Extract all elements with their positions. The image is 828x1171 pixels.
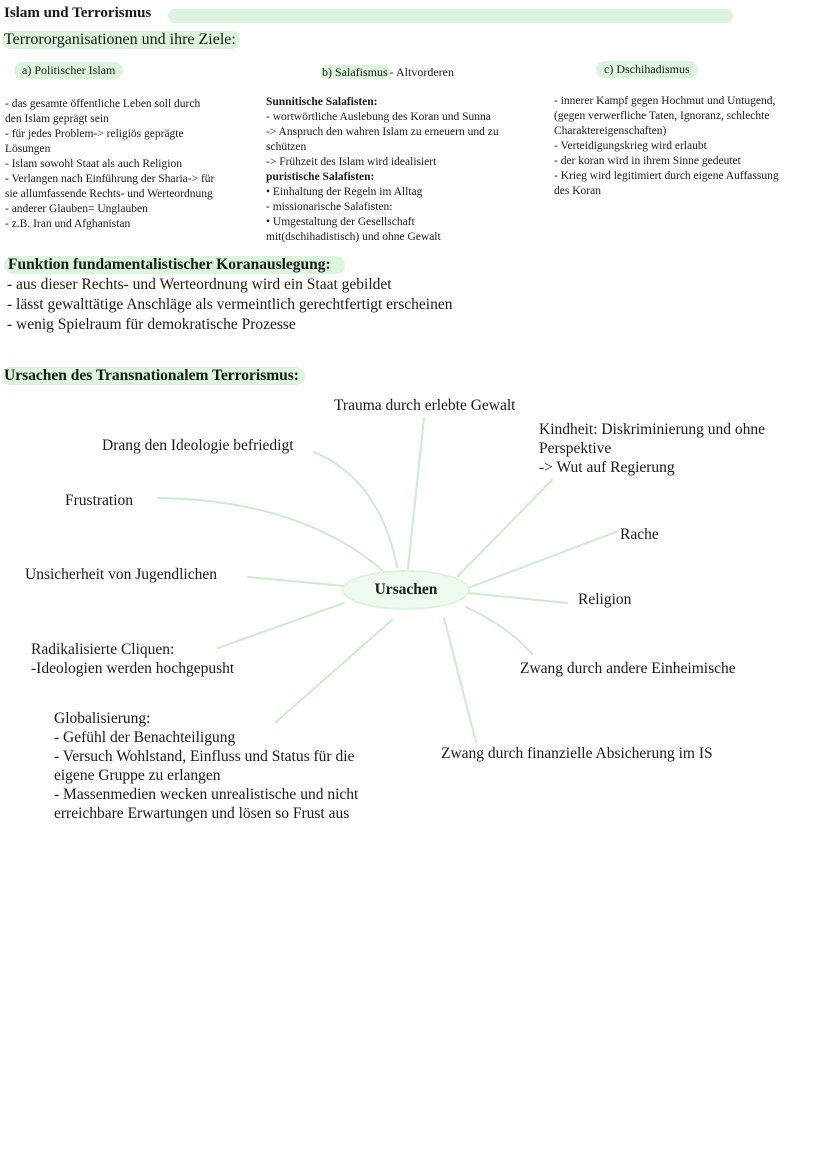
column-b-line: -> Anspruch den wahren Islam zu erneuern und zu: [266, 126, 499, 138]
node-kindheit-line: -> Wut auf Regierung: [539, 459, 675, 476]
node-frustration: Frustration: [65, 492, 134, 509]
connector-zwang-einheimische: [466, 607, 532, 654]
node-kindheit-line: Perspektive: [539, 440, 612, 457]
connector-zwang-is: [444, 618, 476, 742]
ursachen-heading: Ursachen des Transnationalem Terrorismus:: [2, 367, 305, 385]
node-globalisierung: [54, 709, 414, 823]
funktion-line: - wenig Spielraum für demokratische Prozesse: [7, 316, 296, 333]
mindmap-center-node: Ursachen: [344, 572, 468, 608]
node-cliquen-line: -Ideologien werden hochgepusht: [31, 660, 235, 677]
connector-unsicherheit: [248, 577, 344, 586]
funktion-line: - aus dieser Rechts- und Werteordnung wird ein Staat gebildet: [7, 276, 392, 293]
connector-cliquen: [218, 603, 344, 648]
column-a-heading: a) Politischer Islam: [14, 62, 123, 79]
column-a-line: den Islam geprägt sein: [5, 113, 109, 125]
column-c-line: Charaktereigenschaften): [554, 125, 667, 137]
column-a-line: - Islam sowohl Staat als auch Religion: [5, 158, 182, 170]
column-c-line: - innerer Kampf gegen Hochmut und Untugend,: [554, 95, 776, 107]
column-b-heading-highlight: b) Salafismus: [322, 65, 388, 79]
connector-religion: [468, 593, 567, 603]
column-c-line: - Verteidigungskrieg wird erlaubt: [554, 140, 707, 152]
column-a-line: - das gesamte öffentliche Leben soll durch: [5, 98, 201, 110]
column-b-line: mit(dschihadistisch) und ohne Gewalt: [266, 231, 441, 243]
column-b-line: • Einhaltung der Regeln im Alltag: [266, 186, 423, 198]
node-globalisierung-line: - Gefühl der Benachteiligung: [54, 729, 236, 746]
funktion-heading: Funktion fundamentalistischer Koranauslegung:: [4, 256, 345, 274]
node-globalisierung-line: Globalisierung:: [54, 710, 151, 727]
column-a-line: - für jedes Problem-> religiös geprägte: [5, 128, 184, 140]
page-title: Islam und Terrorismus: [4, 5, 152, 21]
node-religion: Religion: [578, 591, 632, 608]
node-kindheit: [539, 420, 824, 477]
column-a-line: - anderer Glauben= Unglauben: [5, 203, 148, 215]
column-b-line: schützen: [266, 141, 307, 153]
node-globalisierung-line: - Versuch Wohlstand, Einfluss und Status für die: [54, 748, 355, 765]
connector-globalisierung: [276, 620, 392, 722]
node-globalisierung-line: eigene Gruppe zu erlangen: [54, 767, 221, 784]
column-b-line: - missionarische Salafisten:: [266, 201, 393, 213]
column-c-line: des Koran: [554, 185, 601, 197]
node-unsicherheit: Unsicherheit von Jugendlichen: [25, 566, 217, 583]
node-rache: Rache: [620, 526, 659, 543]
node-drang: Drang den Ideologie befriedigt: [102, 437, 294, 454]
column-b-line: • Umgestaltung der Gesellschaft: [266, 216, 415, 228]
connector-trauma: [408, 418, 424, 568]
section-subtitle: Terrororganisationen und ihre Ziele:: [2, 31, 240, 49]
column-a-line: - z.B. Iran und Afghanistan: [5, 218, 131, 230]
column-b-heading-rest: - Altvorderen: [389, 65, 454, 79]
node-zwang-einheimische: Zwang durch andere Einheimische: [520, 660, 736, 677]
column-a-line: - Verlangen nach Einführung der Sharia-> für: [5, 173, 215, 185]
node-globalisierung-line: - Massenmedien wecken unrealistische und nicht: [54, 786, 359, 803]
node-zwang-is: Zwang durch finanzielle Absicherung im IS: [441, 745, 713, 762]
node-globalisierung-line: erreichbare Erwartungen und lösen so Frust aus: [54, 805, 350, 822]
column-c-line: (gegen verwerfliche Taten, Ignoranz, schlechte: [554, 110, 770, 122]
funktion-line: - lässt gewalttätige Anschläge als vermeintlich gerechtfertigt erscheinen: [7, 296, 453, 313]
connector-rache: [468, 532, 616, 588]
node-cliquen: [31, 640, 234, 678]
column-c-heading: c) Dschihadismus: [596, 61, 698, 78]
node-trauma: Trauma durch erlebte Gewalt: [334, 397, 516, 414]
node-kindheit-line: Kindheit: Diskriminierung und ohne: [539, 421, 766, 438]
connector-frustration: [158, 498, 382, 570]
column-a-line: sie allumfassende Rechts- und Werteordnung: [5, 188, 213, 200]
column-c-line: - Krieg wird legitimiert durch eigene Auffassung: [554, 170, 779, 182]
column-a-line: Lösungen: [5, 143, 51, 155]
sunni-heading: Sunnitische Salafisten:: [266, 96, 378, 108]
column-b-line: -> Frühzeit des Islam wird idealisiert: [266, 156, 437, 168]
puri-heading: puristische Salafisten:: [266, 171, 375, 183]
column-c-line: - der koran wird in ihrem Sinne gedeutet: [554, 155, 741, 167]
node-cliquen-line: Radikalisierte Cliquen:: [31, 641, 175, 658]
column-b-line: - wortwörtliche Auslebung des Koran und Sunna: [266, 111, 491, 123]
